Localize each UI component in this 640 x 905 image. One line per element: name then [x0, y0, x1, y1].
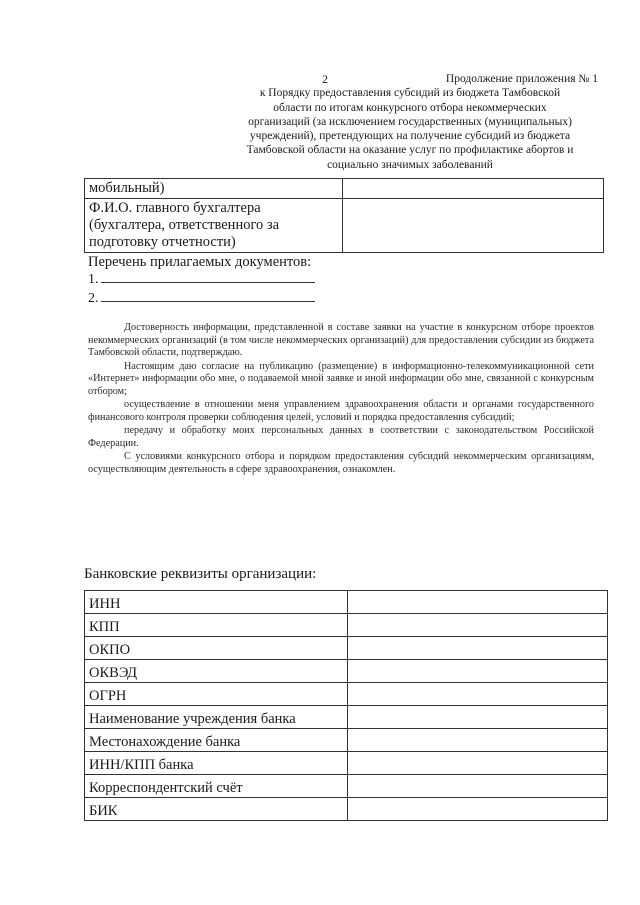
contact-table — [84, 178, 604, 253]
row-value-field[interactable] — [348, 683, 608, 706]
row-value-field[interactable] — [348, 706, 608, 729]
appendix-continuation: Продолжение приложения № 1 — [445, 73, 598, 85]
attachment-number: 2. — [88, 291, 99, 306]
row-label: ИНН — [85, 591, 348, 614]
header-line: области по итогам конкурсного отбора некоммерческих — [273, 101, 547, 114]
header-line: Тамбовской области на оказание услуг по профилактике абортов и — [246, 144, 574, 157]
paragraph: осуществление в отношении меня управлением здравоохранения области и органами государственного финансового контроля проверки соблюдения целей, условий и порядка предоставления субсидий; — [88, 399, 594, 423]
row-label: Местонахождение банка — [85, 729, 348, 752]
row-label: ОГРН — [85, 683, 348, 706]
attachments-title: Перечень прилагаемых документов: — [88, 254, 312, 270]
table-row — [85, 660, 608, 683]
header-line: социально значимых заболеваний — [327, 158, 493, 171]
row-label: Корреспондентский счёт — [85, 775, 348, 798]
page-number: 2 — [322, 72, 328, 86]
table-row — [85, 637, 608, 660]
table-row — [85, 775, 608, 798]
row-label: ИНН/КПП банка — [85, 752, 348, 775]
row-label: ОКВЭД — [85, 660, 348, 683]
row-value-field[interactable] — [348, 752, 608, 775]
table-row — [85, 729, 608, 752]
row-label: БИК — [85, 798, 348, 821]
appendix-header — [218, 72, 602, 172]
consent-text — [88, 322, 594, 477]
paragraph: Достоверность информации, представленной в составе заявки на участие в конкурсном отборе проектов некоммерческих организаций (в том числе некоммерческих организаций) для предоставления субсидии из бюджета Тамбовской области, подтверждаю. — [88, 322, 594, 358]
row-value-field[interactable] — [348, 798, 608, 821]
row-label: КПП — [85, 614, 348, 637]
row-value-field[interactable] — [343, 179, 604, 199]
row-value-field[interactable] — [348, 775, 608, 798]
paragraph: передачу и обработку моих персональных данных в соответствии с законодательством Российской Федерации. — [88, 425, 594, 449]
bank-details-table — [84, 590, 608, 821]
table-row — [85, 199, 604, 253]
row-value-field[interactable] — [348, 729, 608, 752]
attachment-blank-line[interactable] — [101, 270, 315, 283]
attachment-blank-line[interactable] — [101, 289, 315, 302]
attachment-item — [88, 270, 315, 288]
row-value-field[interactable] — [348, 591, 608, 614]
attachment-number: 1. — [88, 272, 99, 287]
table-row — [85, 798, 608, 821]
row-value-field[interactable] — [348, 637, 608, 660]
header-line: организаций (за исключением государственных (муниципальных) — [248, 115, 572, 128]
table-row — [85, 752, 608, 775]
table-row — [85, 591, 608, 614]
row-value-field[interactable] — [343, 199, 604, 253]
table-row — [85, 706, 608, 729]
table-row — [85, 614, 608, 637]
bank-details-title: Банковские реквизиты организации: — [84, 566, 317, 582]
row-label: Наименование учреждения банка — [85, 706, 348, 729]
row-value-field[interactable] — [348, 660, 608, 683]
header-line: учреждений), претендующих на получение субсидий из бюджета — [249, 130, 571, 143]
table-row — [85, 179, 604, 199]
table-row — [85, 683, 608, 706]
paragraph: Настоящим даю согласие на публикацию (размещение) в информационно-телекоммуникационной сети «Интернет» информации обо мне, о подаваемой мной заявке и иной информации обо мне, связанной с конкурсным отбором; — [88, 360, 594, 397]
row-label: ОКПО — [85, 637, 348, 660]
paragraph: С условиями конкурсного отбора и порядком предоставления субсидий некоммерческим организациям, осуществляющим деятельность в сфере здравоохранения, ознакомлен. — [88, 451, 594, 475]
header-line: к Порядку предоставления субсидий из бюджета Тамбовской — [259, 87, 561, 100]
row-label: мобильный) — [85, 179, 343, 199]
row-label: Ф.И.О. главного бухгалтера (бухгалтера, ответственного за подготовку отчетности) — [85, 199, 343, 253]
row-value-field[interactable] — [348, 614, 608, 637]
attachment-item — [88, 289, 315, 307]
